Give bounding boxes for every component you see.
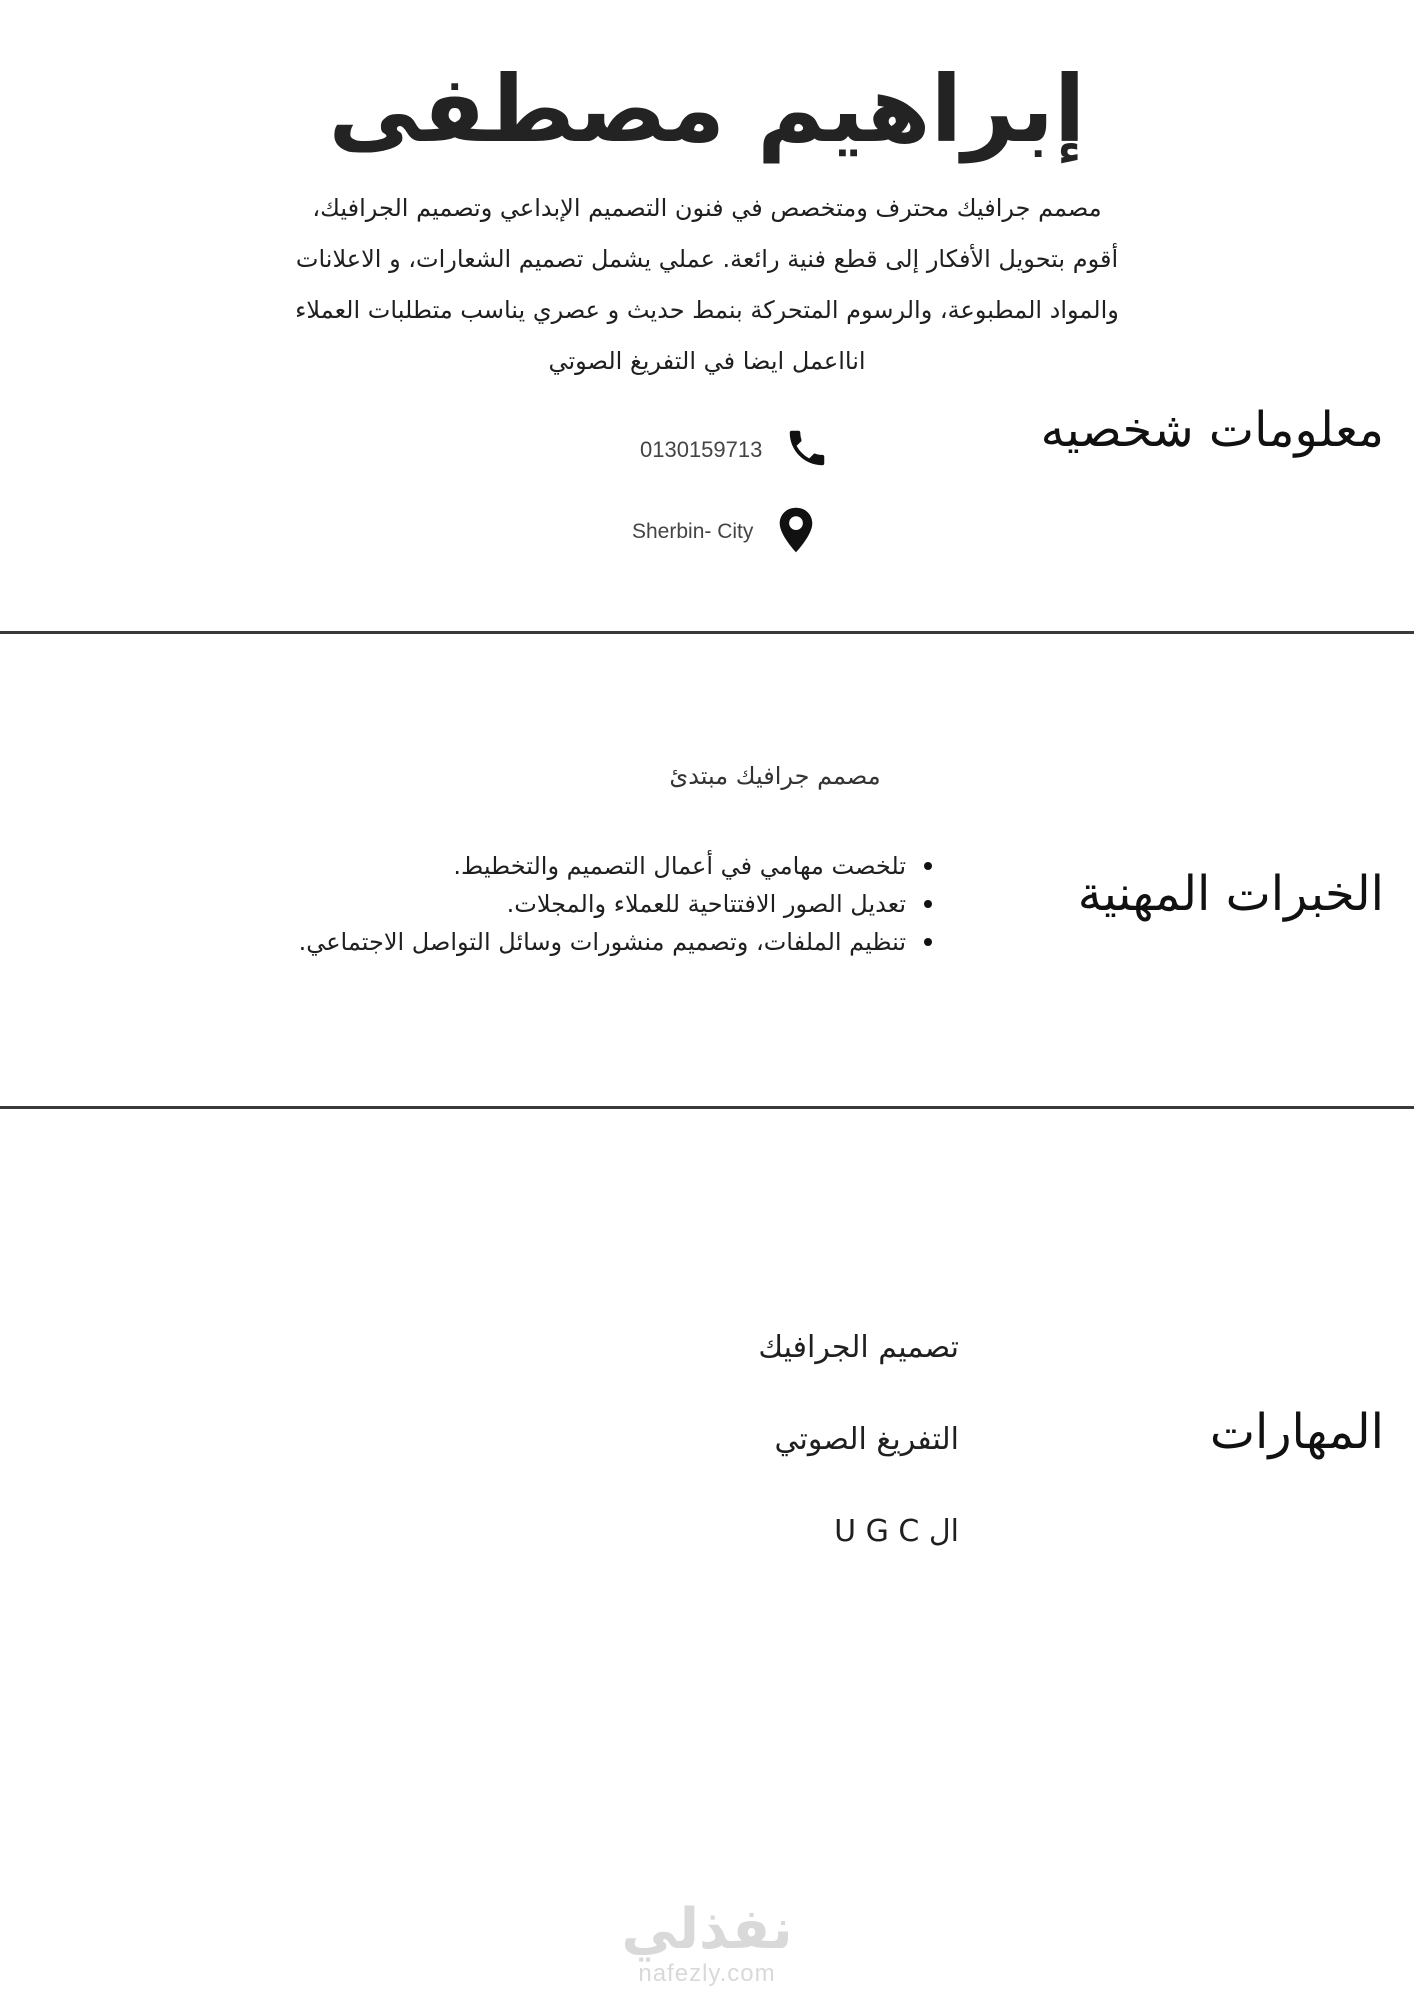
experience-title: الخبرات المهنية xyxy=(1077,866,1384,922)
skill-item: ال U G C xyxy=(834,1514,959,1549)
list-item: تلخصت مهامي في أعمال التصميم والتخطيط. xyxy=(299,847,906,885)
bio-line: انااعمل ايضا في التفريغ الصوتي xyxy=(548,347,866,375)
bio-line: والمواد المطبوعة، والرسوم المتحركة بنمط حديث و عصري يناسب متطلبات العملاء xyxy=(295,296,1119,324)
duties-list xyxy=(299,847,934,961)
bio-line: أقوم بتحويل الأفكار إلى قطع فنية رائعة. عملي يشمل تصميم الشعارات، و الاعلانات xyxy=(295,245,1119,273)
resume-name: إبراهيم مصطفى xyxy=(328,56,1086,163)
location-text: Sherbin- City xyxy=(632,520,754,543)
phone-number: 0130159713 xyxy=(640,437,763,462)
skill-item: التفريغ الصوتي xyxy=(774,1422,959,1457)
job-title: مصمم جرافيك مبتدئ xyxy=(669,762,881,790)
phone-row xyxy=(640,425,830,475)
section-divider xyxy=(0,1106,1414,1109)
list-item: تنظيم الملفات، وتصميم منشورات وسائل التواصل الاجتماعي. xyxy=(299,923,906,961)
watermark xyxy=(0,1897,1414,1988)
skills-title: المهارات xyxy=(1209,1404,1384,1460)
phone-icon xyxy=(784,425,830,475)
personal-info-title: معلومات شخصيه xyxy=(1040,402,1384,458)
location-row xyxy=(632,506,817,558)
bio-line: مصمم جرافيك محترف ومتخصص في فنون التصميم الإبداعي وتصميم الجرافيك، xyxy=(312,194,1102,222)
bio xyxy=(170,183,1244,387)
watermark-logo: نفذلي xyxy=(621,1897,793,1962)
map-pin-icon xyxy=(775,506,817,558)
section-divider xyxy=(0,631,1414,634)
list-item: تعديل الصور الافتتاحية للعملاء والمجلات. xyxy=(299,885,906,923)
watermark-url: nafezly.com xyxy=(638,1960,776,1987)
skill-item: تصميم الجرافيك xyxy=(758,1330,959,1365)
